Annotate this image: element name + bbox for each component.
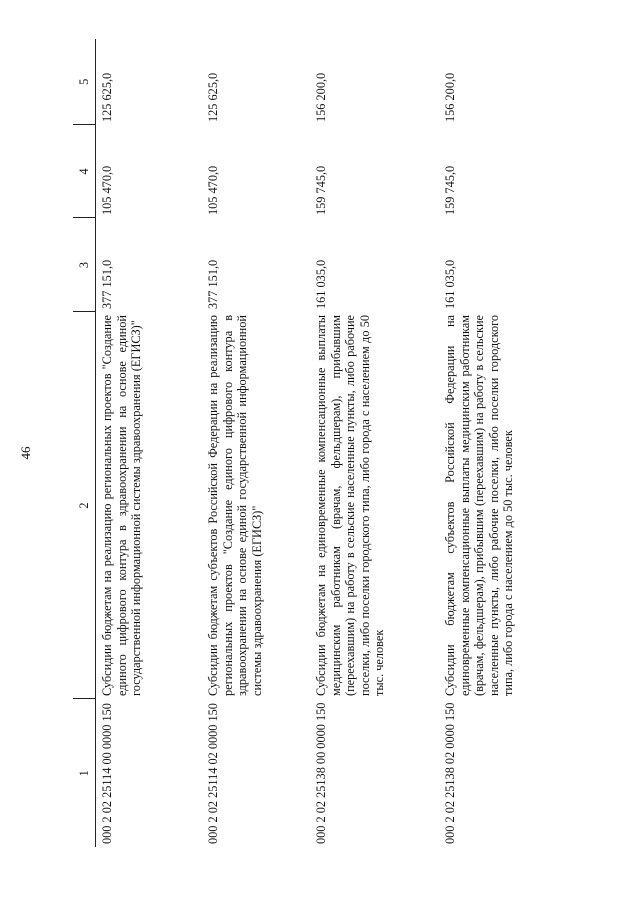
- amount-cell-col4: 105 470,0: [206, 165, 220, 215]
- amount-cell-col5: 125 625,0: [206, 72, 220, 122]
- description-cell: Субсидии бюджетам на единовременные компенсационные выплаты медицинским работникам (врачам, фельдшерам), прибывшим (переехавшим) на работу в сельские населенные пункты, либо рабочие поселки, либо поселки городского типа, либо города с населением до 50 тыс. человек: [314, 315, 386, 696]
- amount-cell-col4: 159 745,0: [314, 165, 328, 215]
- budget-table: [73, 39, 565, 847]
- column-header: 1: [73, 699, 96, 847]
- column-header: 3: [73, 218, 96, 312]
- amount-cell-col3: 377 151,0: [100, 259, 114, 309]
- table-header-row: [73, 39, 96, 847]
- budget-code-cell: 000 2 02 25138 00 0000 150: [314, 702, 328, 844]
- description-cell: Субсидии бюджетам субъектов Российской Федерации на единовременные компенсационные выплаты медицинским работникам (врачам, фельдшерам), прибывшим (переехавшим) на работу в сельские населенные пункты, либо рабочие поселки, либо поселки городского типа, либо города с населением до 50 тыс. человек: [443, 315, 515, 696]
- table-row: [202, 39, 310, 847]
- description-cell: Субсидии бюджетам субъектов Российской Федерации на реализацию региональных проектов "Создание единого цифрового контура в здравоохранении на основе единой государственной информационной системы здравоохранения (ЕГИСЗ)": [206, 315, 264, 696]
- column-header: 4: [73, 125, 96, 218]
- column-header: 2: [73, 312, 96, 699]
- column-header: 5: [73, 39, 96, 125]
- budget-code-cell: 000 2 02 25138 02 0000 150: [443, 702, 457, 844]
- amount-cell-col5: 125 625,0: [100, 72, 114, 122]
- amount-cell-col5: 156 200,0: [314, 72, 328, 122]
- table-row: [439, 39, 565, 847]
- amount-cell-col4: 105 470,0: [100, 165, 114, 215]
- description-cell: Субсидии бюджетам на реализацию региональных проектов "Создание единого цифрового контура в здравоохранении на основе единой государственной информационной системы здравоохранения (ЕГИСЗ)": [100, 315, 143, 696]
- amount-cell-col5: 156 200,0: [443, 72, 457, 122]
- amount-cell-col3: 377 151,0: [206, 259, 220, 309]
- amount-cell-col3: 161 035,0: [314, 259, 328, 309]
- page-number: 46: [18, 446, 33, 460]
- amount-cell-col4: 159 745,0: [443, 165, 457, 215]
- amount-cell-col3: 161 035,0: [443, 259, 457, 309]
- budget-code-cell: 000 2 02 25114 02 0000 150: [206, 703, 220, 844]
- table-row: [310, 39, 439, 847]
- table-row: [96, 39, 203, 847]
- budget-code-cell: 000 2 02 25114 00 0000 150: [100, 703, 114, 844]
